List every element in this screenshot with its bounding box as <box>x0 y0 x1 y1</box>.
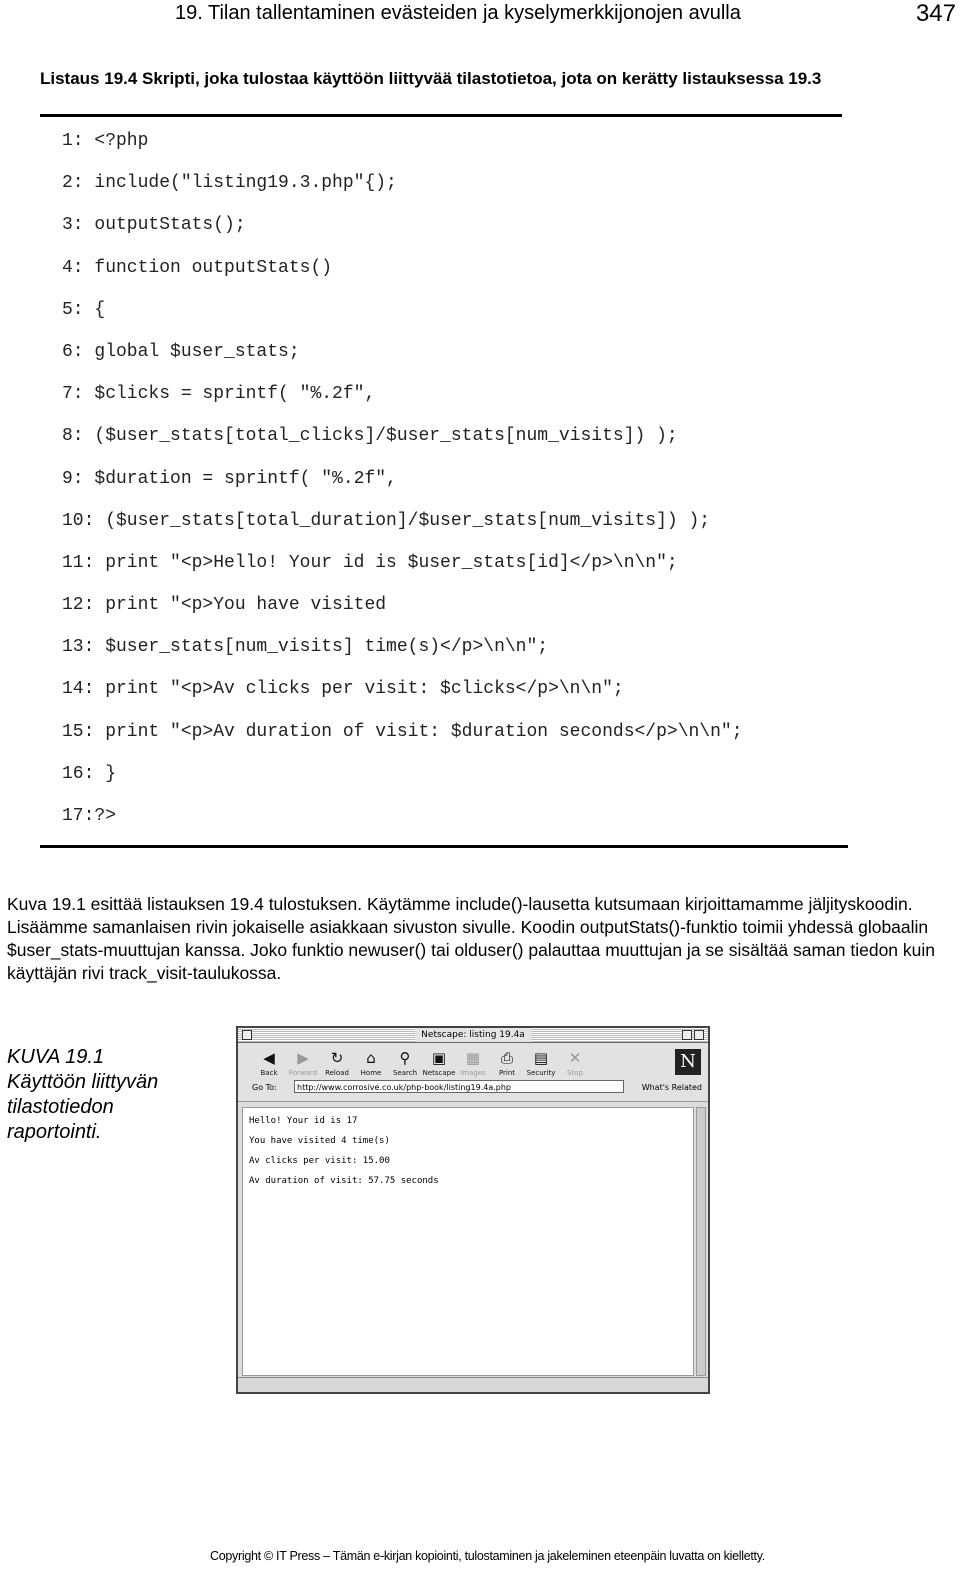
search-label: Search <box>392 1069 418 1077</box>
browser-title-bar <box>238 1028 708 1043</box>
images-icon: ▦ <box>465 1049 481 1067</box>
content-line: You have visited 4 time(s) <box>249 1136 390 1146</box>
print-label: Print <box>498 1069 516 1077</box>
running-header-title: 19. Tilan tallentaminen evästeiden ja kyselymerkkijonojen avulla <box>175 2 741 24</box>
figure-caption-text: Käyttöön liittyvän tilastotiedon raportointi. <box>7 1071 159 1143</box>
netscape-label: Netscape <box>422 1069 456 1077</box>
netscape-logo-icon: N <box>675 1049 701 1075</box>
home-icon: ⌂ <box>366 1049 376 1067</box>
figure-caption <box>7 1045 207 1145</box>
content-line: Av clicks per visit: 15.00 <box>249 1156 390 1166</box>
print-icon: ⎙ <box>500 1049 513 1067</box>
browser-toolbar <box>238 1043 708 1102</box>
whats-related-button[interactable]: What's Related <box>641 1083 702 1092</box>
code-line: 9: $duration = sprintf( "%.2f", <box>62 468 397 489</box>
lock-icon: ▤ <box>533 1049 549 1067</box>
listing-top-rule <box>40 114 842 117</box>
images-button[interactable] <box>456 1049 490 1077</box>
code-line: 5: { <box>62 299 106 320</box>
code-line: 11: print "<p>Hello! Your id is $user_stats[id]</p>\n\n"; <box>62 552 678 573</box>
reload-label: Reload <box>325 1069 349 1077</box>
back-arrow-icon: ◀ <box>263 1049 275 1067</box>
code-line: 8: ($user_stats[total_clicks]/$user_stats[num_visits]) ); <box>62 426 678 447</box>
back-label: Back <box>260 1069 278 1077</box>
url-field[interactable]: http://www.corrosive.co.uk/php-book/listing19.4a.php <box>294 1080 624 1093</box>
back-button[interactable] <box>252 1049 286 1077</box>
code-line: 4: function outputStats() <box>62 257 333 278</box>
stop-label: Stop <box>567 1069 583 1077</box>
copyright-footer: Copyright © IT Press – Tämän e-kirjan kopiointi, tulostaminen ja jakeleminen eteenpäin luvatta on kielletty. <box>210 1549 765 1563</box>
collapse-box-icon[interactable] <box>694 1030 704 1040</box>
browser-content <box>242 1107 694 1376</box>
home-button[interactable] <box>354 1049 388 1077</box>
content-line: Hello! Your id is 17 <box>249 1116 358 1126</box>
vertical-scrollbar[interactable] <box>696 1107 706 1376</box>
search-icon: ⚲ <box>399 1049 411 1067</box>
listing-title: Listaus 19.4 Skripti, joka tulostaa käyttöön liittyvää tilastotietoa, jota on kerätty listauksessa 19.3 <box>40 69 822 88</box>
forward-label: Forward <box>288 1069 318 1077</box>
forward-arrow-icon: ▶ <box>297 1049 309 1067</box>
code-line: 17:?> <box>62 806 117 826</box>
code-line: 14: print "<p>Av clicks per visit: $clicks</p>\n\n"; <box>62 679 624 700</box>
code-line: 13: $user_stats[num_visits] time(s)</p>\n\n"; <box>62 637 549 658</box>
code-line: 10: ($user_stats[total_duration]/$user_stats[num_visits]) ); <box>62 510 711 531</box>
forward-button[interactable] <box>286 1049 320 1077</box>
figure-caption-label: KUVA 19.1 <box>7 1046 105 1068</box>
security-label: Security <box>526 1069 556 1077</box>
browser-status-bar <box>238 1377 708 1392</box>
page-number: 347 <box>915 0 956 27</box>
browser-screenshot <box>236 1026 710 1394</box>
code-line: 7: $clicks = sprintf( "%.2f", <box>62 384 376 405</box>
print-button[interactable] <box>490 1049 524 1077</box>
close-box-icon[interactable] <box>242 1030 252 1040</box>
code-line: 2: include("listing19.3.php"{); <box>62 173 397 194</box>
reload-button[interactable] <box>320 1049 354 1077</box>
code-line: 1: <?php <box>62 131 149 151</box>
netscape-button[interactable] <box>422 1049 456 1077</box>
stop-button[interactable] <box>558 1049 592 1077</box>
reload-icon: ↻ <box>330 1049 344 1067</box>
netscape-icon: ▣ <box>431 1049 447 1067</box>
home-label: Home <box>360 1069 382 1077</box>
security-button[interactable] <box>524 1049 558 1077</box>
listing-bottom-rule <box>40 845 848 848</box>
goto-label: Go To: <box>252 1083 277 1092</box>
content-line: Av duration of visit: 57.75 seconds <box>249 1176 439 1186</box>
body-paragraph: Kuva 19.1 esittää listauksen 19.4 tulostuksen. Käytämme include()-lausetta kutsumaan kirjoittamamme jäljityskoodin. Lisäämme samanlaisen rivin jokaiselle asiakkaan sivuston sivulle. Koodin outputStats()-funktio toimii yhdessä globaalin $user_stats-muuttujan kanssa. Joko funktio newuser() tai olduser() palauttaa muuttujan ja se sisältää saman tiedon kuin käyttäjän rivi track_visit-taulukossa. <box>7 894 935 983</box>
code-line: 6: global $user_stats; <box>62 341 300 362</box>
zoom-box-icon[interactable] <box>682 1030 692 1040</box>
code-line: 12: print "<p>You have visited <box>62 595 387 616</box>
images-label: Images <box>460 1069 486 1077</box>
browser-window-title: Netscape: listing 19.4a <box>415 1028 531 1042</box>
code-line: 3: outputStats(); <box>62 215 246 236</box>
search-button[interactable] <box>388 1049 422 1077</box>
code-line: 16: } <box>62 763 117 784</box>
code-line: 15: print "<p>Av duration of visit: $duration seconds</p>\n\n"; <box>62 721 743 742</box>
code-listing <box>62 128 743 845</box>
stop-icon: ✕ <box>568 1049 582 1067</box>
